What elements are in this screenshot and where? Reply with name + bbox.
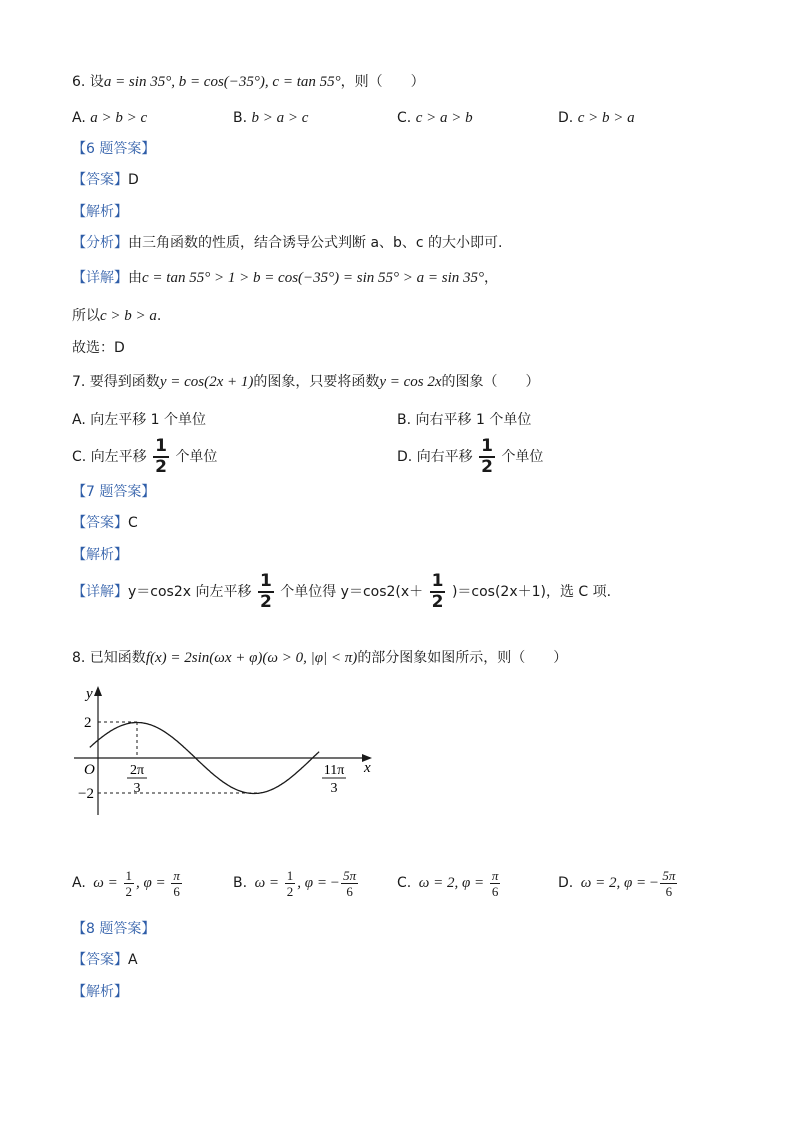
q7-option-a: A. 向左平移 1 个单位: [72, 412, 207, 428]
q8-option-c: C. ω = 2, φ = $\frac{\pi}{6}$: [397, 868, 499, 900]
x-tick-11pi-3-den: 3: [330, 781, 338, 796]
q6-conclusion: 故选：D: [72, 340, 125, 356]
origin-label: O: [84, 762, 95, 778]
fraction-one-half: $\frac{1}{2}$: [481, 436, 493, 477]
q8-option-d: D. ω = 2, φ = − $\frac{5\pi}{6}$: [558, 868, 676, 900]
q6-option-b: B. b > a > c: [233, 110, 309, 126]
q6-so: 所以c > b > a.: [72, 308, 162, 324]
q8-analysis-header: 【解析】: [72, 984, 128, 1000]
q8-stem: 8. 已知函数f(x) = 2sin(ωx + φ)(ω > 0, |φ| < π)的部分图象如图所示，则（ ）: [72, 650, 568, 666]
y-tick-neg2: −2: [78, 786, 94, 802]
q8-answer: 【答案】A: [72, 952, 138, 968]
fraction-one-half: $\frac{1}{2}$: [431, 571, 444, 612]
q7-option-b: B. 向右平移 1 个单位: [397, 412, 532, 428]
q6-answer: 【答案】D: [72, 172, 139, 188]
q6-analysis-header: 【解析】: [72, 204, 128, 220]
q8-option-b: B. ω = $\frac{1}{2}$ , φ = − $\frac{5\pi}{6}$: [233, 868, 357, 900]
x-axis-label: x: [364, 760, 371, 776]
x-tick-2pi-3-num: 2π: [129, 763, 145, 778]
q8-option-a: A. ω = $\frac{1}{2}$ , φ = $\frac{\pi}{6}$: [72, 868, 180, 900]
y-tick-2: 2: [84, 715, 92, 731]
q8-answer-header: 【8 题答案】: [72, 921, 156, 937]
q7-xiangjie: 【详解】y＝cos2x 向左平移 $\frac{1}{2}$ 个单位得 y＝cos2(x＋ $\frac{1}{2}$ )＝cos(2x＋1)，选 C 项.: [72, 571, 612, 612]
q6-stem: 6. 设a = sin 35°, b = cos(−35°), c = tan 55°，则（ ）: [72, 74, 425, 90]
y-axis-arrow: [94, 686, 102, 696]
q6-option-d: D. c > b > a: [558, 110, 635, 126]
x-tick-2pi-3-den: 3: [133, 781, 141, 796]
q7-option-c: C. 向左平移 $\frac{1}{2}$ 个单位: [72, 436, 218, 477]
q6-xiangjie: 【详解】由c = tan 55° > 1 > b = cos(−35°) = sin 55° > a = sin 35°，: [72, 270, 499, 286]
q6-fenxi: 【分析】由三角函数的性质，结合诱导公式判断 a、b、c 的大小即可.: [72, 235, 503, 251]
q7-answer-header: 【7 题答案】: [72, 484, 156, 500]
q7-option-d: D. 向右平移 $\frac{1}{2}$ 个单位: [397, 436, 544, 477]
x-tick-11pi-3-num: 11π: [323, 763, 345, 778]
q6-answer-header: 【6 题答案】: [72, 141, 156, 157]
y-axis-label: y: [86, 686, 93, 702]
q7-answer: 【答案】C: [72, 515, 138, 531]
q7-stem: 7. 要得到函数y = cos(2x + 1)的图象，只要将函数y = cos 2x的图象（ ）: [72, 374, 540, 390]
q7-analysis-header: 【解析】: [72, 547, 128, 563]
fraction-one-half: $\frac{1}{2}$: [259, 571, 272, 612]
q6-option-a: A. a > b > c: [72, 110, 148, 126]
fraction-one-half: $\frac{1}{2}$: [155, 436, 167, 477]
sine-graph: [60, 680, 390, 820]
q6-option-c: C. c > a > b: [397, 110, 473, 126]
